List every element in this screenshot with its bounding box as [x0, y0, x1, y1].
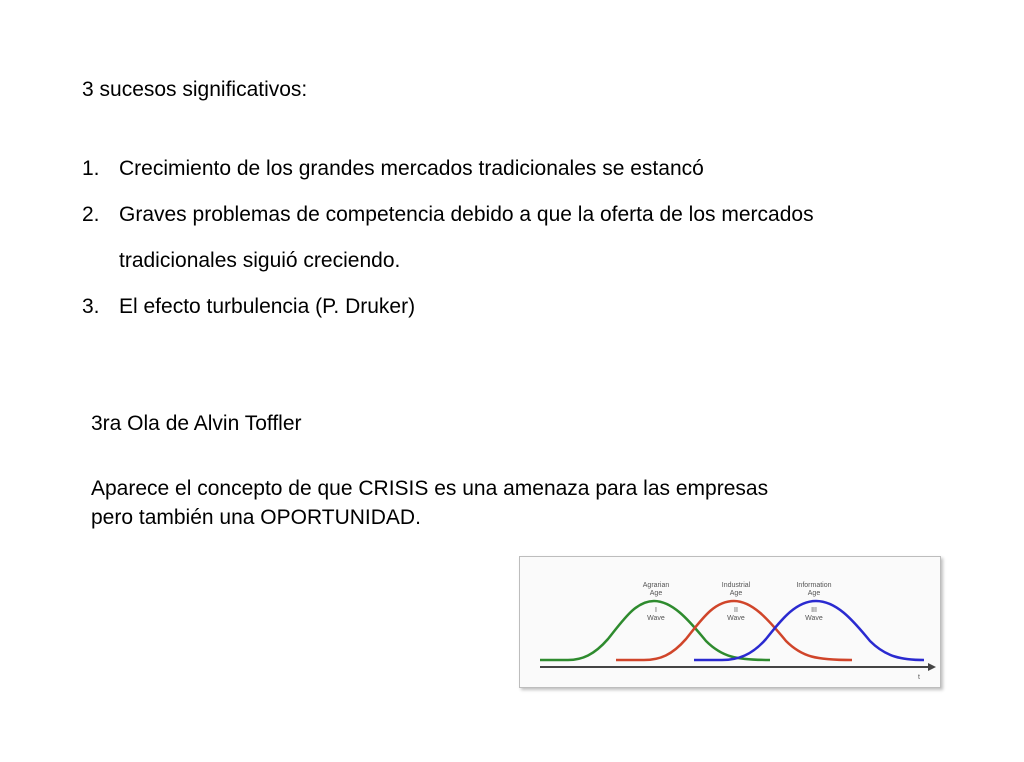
- list-item: [82, 192, 889, 284]
- event-list: [82, 146, 889, 330]
- toffler-subheading: 3ra Ola de Alvin Toffler: [91, 412, 302, 435]
- list-text: El efecto turbulencia (P. Druker): [119, 295, 416, 318]
- wave-age-word: Age: [729, 590, 743, 597]
- wave-age-name: Industrial: [721, 582, 751, 589]
- wave-number: II: [734, 607, 738, 614]
- three-waves-figure: [519, 556, 941, 688]
- wave-age-name: Information: [796, 582, 832, 589]
- wave-word: Wave: [805, 615, 823, 622]
- crisis-paragraph: Aparece el concepto de que CRISIS es una amenaza para las empresas pero también una OPORTUNIDAD.: [91, 477, 769, 529]
- list-text: Crecimiento de los grandes mercados tradicionales se estancó: [119, 157, 704, 180]
- list-text: Graves problemas de competencia debido a que la oferta de los mercados tradicionales siguió creciendo.: [119, 203, 814, 272]
- wave-word: Wave: [647, 615, 665, 622]
- list-number: 3.: [82, 295, 100, 318]
- list-item: [82, 284, 889, 330]
- list-number: 2.: [82, 203, 100, 226]
- slide-heading: 3 sucesos significativos:: [82, 78, 308, 101]
- wave-age-word: Age: [649, 590, 663, 597]
- wave-number: I: [655, 607, 657, 614]
- wave-word: Wave: [727, 615, 745, 622]
- wave-age-name: Agrarian: [642, 582, 670, 589]
- waves-diagram: [520, 557, 940, 687]
- wave-number: III: [811, 607, 817, 614]
- list-number: 1.: [82, 157, 100, 180]
- axis-arrowhead: [928, 663, 936, 671]
- list-item: [82, 146, 889, 192]
- information-wave-curve: [694, 601, 924, 660]
- wave-age-word: Age: [807, 590, 821, 597]
- axis-label: t: [918, 674, 920, 681]
